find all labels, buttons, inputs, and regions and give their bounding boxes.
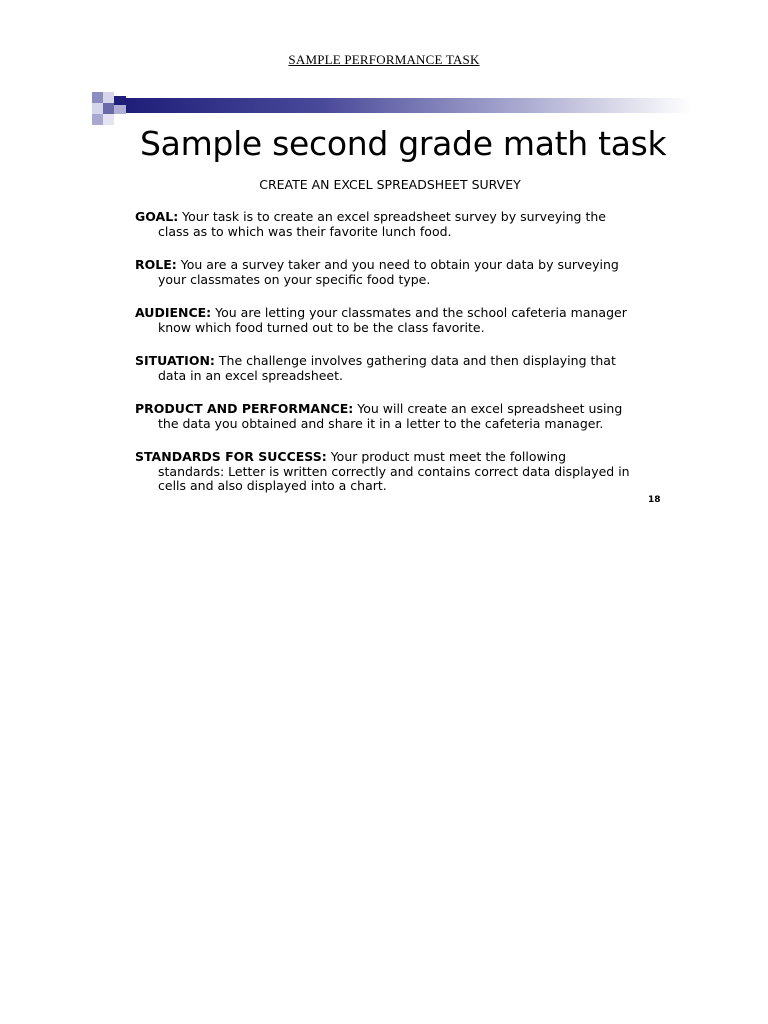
section-label: SITUATION: xyxy=(135,353,215,368)
section-line: cells and also displayed into a chart. xyxy=(158,478,387,493)
section-line: class as to which was their favorite lunch food. xyxy=(158,223,452,239)
task-section xyxy=(135,450,675,494)
slide-decoration-bar xyxy=(92,92,692,128)
section-line xyxy=(135,402,675,417)
section-label: ROLE: xyxy=(135,257,177,272)
slide-title: Sample second grade math task xyxy=(140,124,667,163)
section-label: AUDIENCE: xyxy=(135,305,212,320)
section-line: the data you obtained and share it in a letter to the cafeteria manager. xyxy=(158,415,604,431)
section-line: standards: Letter is written correctly and contains correct data displayed in xyxy=(158,463,630,479)
section-line xyxy=(135,354,675,369)
section-label: PRODUCT AND PERFORMANCE: xyxy=(135,401,354,416)
task-section xyxy=(135,210,675,239)
section-text: You are a survey taker and you need to obtain your data by surveying xyxy=(176,257,619,272)
task-section xyxy=(135,402,675,431)
document-header: SAMPLE PERFORMANCE TASK xyxy=(288,52,480,67)
task-sections xyxy=(135,210,675,513)
section-text: Your product must meet the following xyxy=(326,449,567,464)
task-section xyxy=(135,354,675,383)
slide-subtitle: CREATE AN EXCEL SPREADSHEET SURVEY xyxy=(259,177,521,192)
section-label: STANDARDS FOR SUCCESS: xyxy=(135,449,327,464)
section-text: You will create an excel spreadsheet using xyxy=(353,401,623,416)
page-number: 18 xyxy=(648,495,661,505)
checkered-gradient-graphic xyxy=(92,92,692,128)
section-text: The challenge involves gathering data and then displaying that xyxy=(214,353,616,368)
section-line xyxy=(135,210,675,225)
section-line xyxy=(135,258,675,273)
section-line xyxy=(135,306,675,321)
section-text: Your task is to create an excel spreadsheet survey by surveying the xyxy=(178,209,606,224)
section-line: your classmates on your specific food type. xyxy=(158,271,431,287)
section-line: data in an excel spreadsheet. xyxy=(158,367,343,383)
section-line xyxy=(135,450,675,465)
task-section xyxy=(135,306,675,335)
section-text: You are letting your classmates and the school cafeteria manager xyxy=(211,305,627,320)
section-line: know which food turned out to be the class favorite. xyxy=(158,319,485,335)
task-section xyxy=(135,258,675,287)
section-label: GOAL: xyxy=(135,209,179,224)
